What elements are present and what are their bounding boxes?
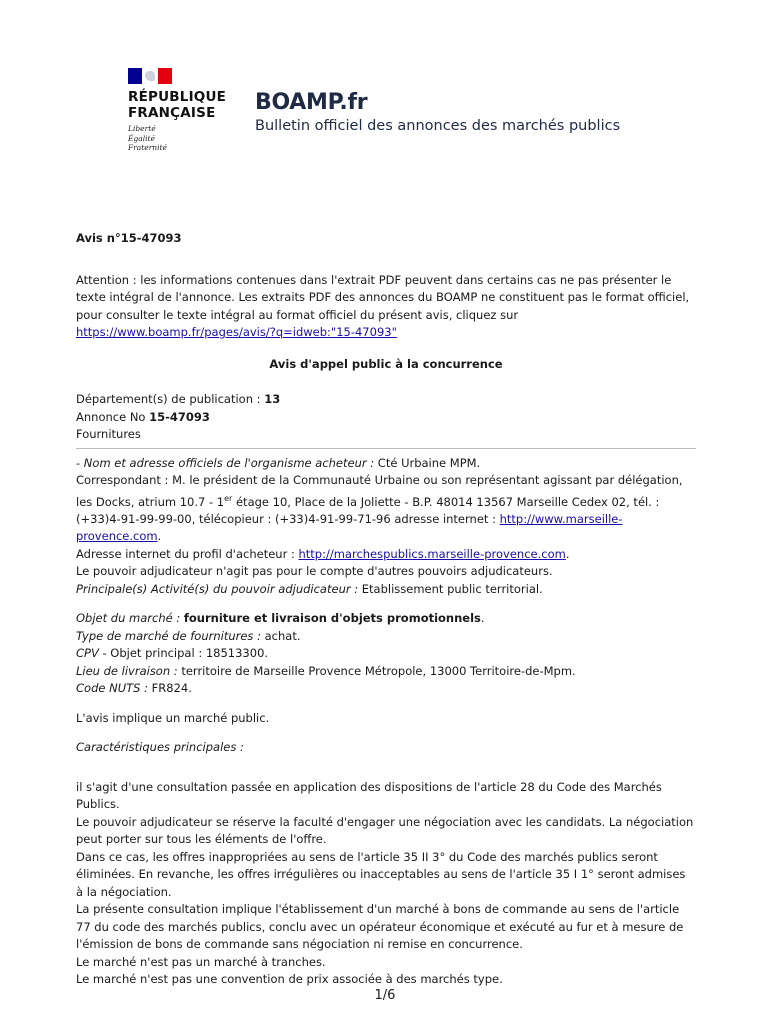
- correspondant-sup: er: [224, 493, 233, 503]
- principales-line: [76, 581, 696, 599]
- implique-line: L'avis implique un marché public.: [76, 710, 270, 725]
- objet-label: Objet du marché :: [76, 611, 184, 626]
- paragraph-6: Le marché n'est pas une convention de prix associée à des marchés type.: [76, 972, 503, 987]
- principales-label: Principale(s) Activité(s) du pouvoir adjudicateur :: [76, 581, 362, 596]
- rf-line2: FRANÇAISE: [128, 105, 216, 121]
- lieu-line: [76, 663, 696, 681]
- divider: [76, 448, 696, 449]
- republique-francaise-logo: [128, 68, 238, 153]
- org-line: [76, 455, 696, 473]
- boamp-brand: [255, 90, 620, 135]
- objet-line: [76, 610, 696, 628]
- type-line: [76, 628, 696, 646]
- nuts-line: [76, 680, 696, 698]
- rf-motto: [128, 124, 238, 153]
- lieu-value: territoire de Marseille Provence Métropole, 13000 Territoire-de-Mpm.: [181, 663, 576, 678]
- type-label: Type de marché de fournitures :: [76, 628, 265, 643]
- paragraph-3: Dans ce cas, les offres inappropriées au sens de l'article 35 II 3° du Code des marchés publics seront éliminées. En revanche, les offres irrégulières ou inacceptables au sens de l'article 35 I 1° seront admises à la négociation.: [76, 849, 686, 899]
- annonce-line: [76, 409, 696, 427]
- org-label: - Nom et adresse officiels de l'organisme acheteur :: [76, 455, 378, 470]
- dept-label: Département(s) de publication :: [76, 392, 265, 406]
- annonce-label: Annonce No: [76, 409, 150, 424]
- dept-value: 13: [264, 392, 281, 406]
- profil-end: .: [565, 546, 570, 561]
- lieu-label: Lieu de livraison :: [76, 663, 182, 678]
- nuts-label: Code NUTS :: [76, 681, 152, 696]
- correspondant-text-a: Correspondant : M. le président de la Communauté Urbaine ou son représentant agissant par délégation, les Docks, atrium 10.7 - 1: [76, 473, 683, 509]
- avis-number: Avis n°15-47093: [76, 231, 182, 245]
- cpv-label: CPV: [76, 646, 99, 661]
- motto-fraternite: Fraternité: [128, 143, 167, 152]
- paragraph-1: il s'agit d'une consultation passée en application des dispositions de l'article 28 du Code des Marchés Publics.: [76, 779, 662, 812]
- profil-label: Adresse internet du profil d'acheteur :: [76, 546, 299, 561]
- profil-link[interactable]: http://marchespublics.marseille-provence.com: [298, 546, 566, 561]
- paragraph-2: Le pouvoir adjudicateur se réserve la faculté d'engager une négociation avec les candidats. La négociation peut porter sur tous les éléments de l'offre.: [76, 814, 694, 847]
- cpv-value: - Objet principal : 18513300.: [98, 646, 269, 661]
- paragraph-4: La présente consultation implique l'établissement d'un marché à bons de commande au sens de l'article 77 du code des marchés publics, conclu avec un opérateur économique et exécuté au fur et à mesure de l'émission de bons de commande sans négociation ni remise en concurrence.: [76, 902, 684, 952]
- paragraph-5: Le marché n'est pas un marché à tranches.: [76, 954, 326, 969]
- objet-end: .: [480, 611, 485, 626]
- correspondant-link[interactable]: http://www.marseille-provence.com: [76, 511, 623, 544]
- site-subtitle: Bulletin officiel des annonces des marchés publics: [255, 118, 621, 134]
- dept-line: [76, 391, 696, 409]
- motto-egalite: Égalité: [128, 133, 155, 143]
- correspondant-text-b: étage 10, Place de la Joliette - B.P. 48014 13567 Marseille Cedex 02, tél. : (+33)4-91-99-99-00, télécopieur : (+33)4-91-99-71-96 adresse internet :: [76, 494, 660, 526]
- cpv-line: [76, 645, 696, 663]
- marianne-flag-icon: [128, 68, 172, 84]
- caract-label: Caractéristiques principales :: [76, 740, 244, 755]
- rf-line1: RÉPUBLIQUE: [128, 89, 227, 105]
- annonce-value: 15-47093: [149, 409, 210, 424]
- type-value: achat.: [264, 628, 301, 643]
- attention-paragraph: [76, 272, 696, 342]
- org-value: Cté Urbaine MPM.: [377, 455, 481, 470]
- attention-text: Attention : les informations contenues dans l'extrait PDF peuvent dans certains cas ne pas présenter le texte intégral de l'annonce. Les extraits PDF des annonces du BOAMP ne constituent pas le format officiel, pour consulter le texte intégral au format officiel du présent avis, cliquez sur: [76, 272, 690, 322]
- nuts-value: FR824.: [151, 681, 192, 696]
- attention-link[interactable]: https://www.boamp.fr/pages/avis/?q=idweb:"15-47093": [76, 325, 397, 339]
- objet-value: fourniture et livraison d'objets promotionnels: [183, 611, 481, 626]
- page-indicator: 1/6: [374, 988, 396, 1003]
- principales-value: Etablissement public territorial.: [361, 581, 543, 596]
- pouvoir-line: Le pouvoir adjudicateur n'agit pas pour le compte d'autres pouvoirs adjudicateurs.: [76, 564, 553, 579]
- category: Fournitures: [76, 427, 141, 441]
- correspondant-end: .: [157, 529, 162, 544]
- site-name: BOAMP.fr: [255, 90, 368, 115]
- motto-liberte: Liberté: [128, 124, 156, 133]
- correspondant-paragraph: [76, 472, 696, 546]
- rf-wordmark: [128, 89, 238, 121]
- document-content: [76, 230, 696, 989]
- profil-line: [76, 546, 696, 564]
- section-title: Avis d'appel public à la concurrence: [269, 356, 503, 371]
